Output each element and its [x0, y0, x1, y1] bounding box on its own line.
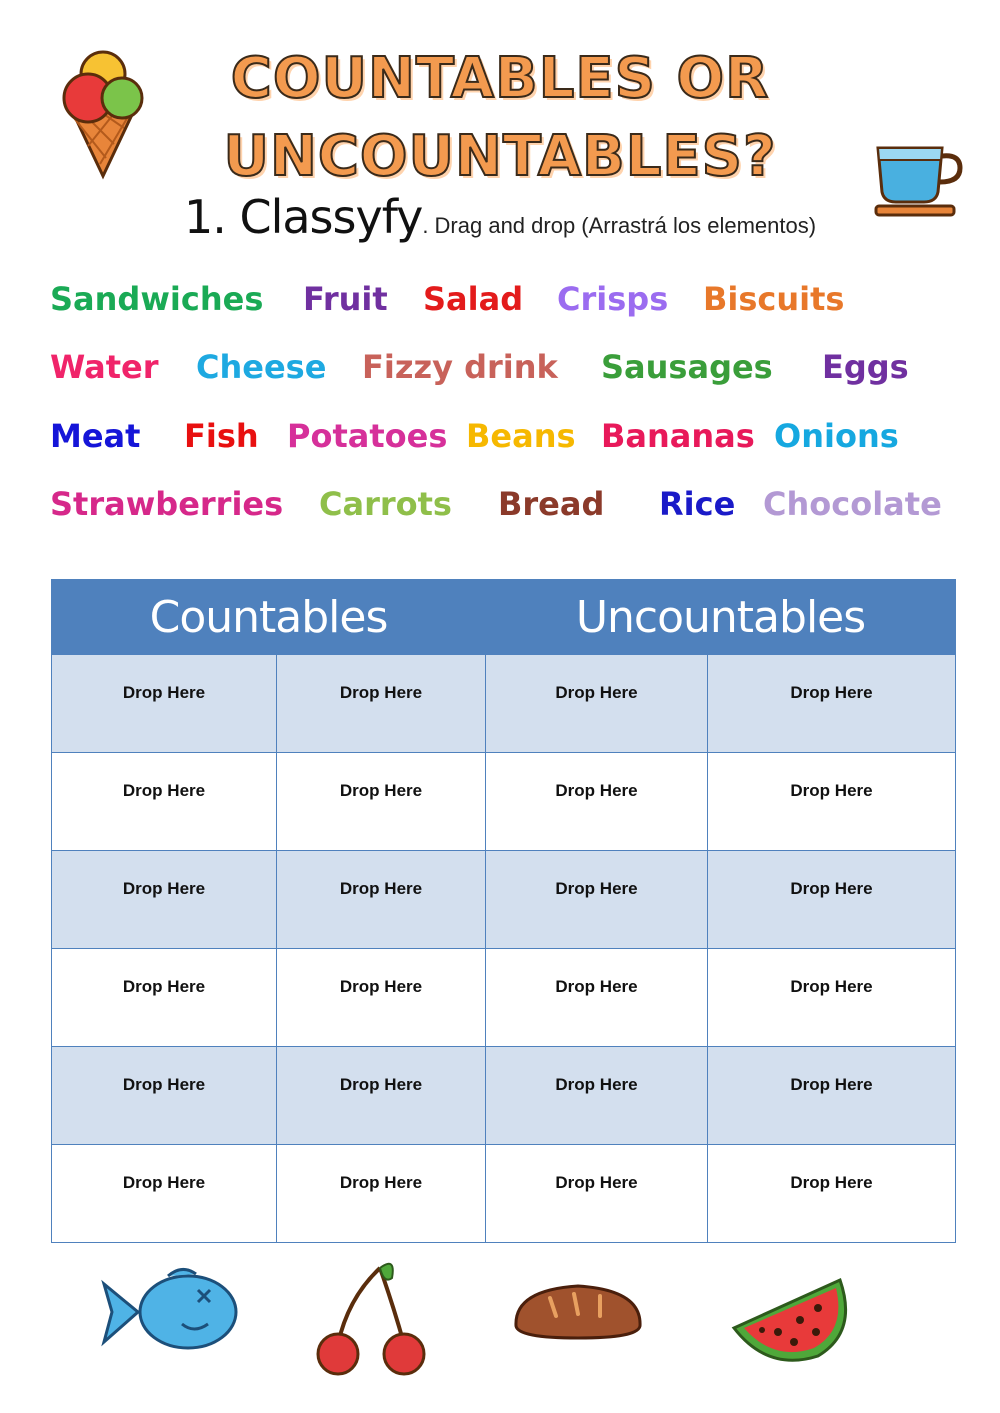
word-potatoes[interactable]: Potatoes: [287, 417, 448, 455]
drop-zone[interactable]: Drop Here: [486, 851, 708, 949]
drop-zone[interactable]: Drop Here: [277, 851, 486, 949]
word-fish[interactable]: Fish: [184, 417, 259, 455]
word-rice[interactable]: Rice: [659, 485, 736, 523]
table-row: [52, 1047, 956, 1145]
word-bread[interactable]: Bread: [498, 485, 605, 523]
header-uncountables: Uncountables: [486, 580, 956, 655]
table-header-row: [52, 580, 956, 655]
drop-zone[interactable]: Drop Here: [708, 949, 956, 1047]
drop-zone[interactable]: Drop Here: [708, 1145, 956, 1243]
drop-zone[interactable]: Drop Here: [277, 1047, 486, 1145]
table-row: [52, 851, 956, 949]
word-carrots[interactable]: Carrots: [319, 485, 452, 523]
word-eggs[interactable]: Eggs: [822, 348, 909, 386]
bread-icon: [510, 1276, 646, 1344]
table-row: [52, 753, 956, 851]
word-sandwiches[interactable]: Sandwiches: [50, 280, 264, 318]
word-fruit[interactable]: Fruit: [303, 280, 388, 318]
drop-zone[interactable]: Drop Here: [277, 1145, 486, 1243]
word-onions[interactable]: Onions: [774, 417, 899, 455]
word-beans[interactable]: Beans: [466, 417, 576, 455]
table-row: [52, 1145, 956, 1243]
drop-zone[interactable]: Drop Here: [52, 1047, 277, 1145]
word-sausages[interactable]: Sausages: [601, 348, 773, 386]
title-line-2: UNCOUNTABLES?: [223, 124, 777, 189]
word-meat[interactable]: Meat: [50, 417, 141, 455]
cherries-icon: [308, 1258, 432, 1378]
watermelon-icon: [728, 1272, 856, 1372]
fish-icon: [98, 1262, 240, 1362]
word-bananas[interactable]: Bananas: [601, 417, 755, 455]
word-biscuits[interactable]: Biscuits: [703, 280, 845, 318]
drop-zone[interactable]: Drop Here: [708, 753, 956, 851]
word-chocolate[interactable]: Chocolate: [763, 485, 942, 523]
table-row: [52, 655, 956, 753]
drop-zone[interactable]: Drop Here: [486, 1047, 708, 1145]
word-strawberries[interactable]: Strawberries: [50, 485, 284, 523]
drop-zone[interactable]: Drop Here: [486, 753, 708, 851]
word-water[interactable]: Water: [50, 348, 159, 386]
word-cheese[interactable]: Cheese: [196, 348, 327, 386]
drop-zone[interactable]: Drop Here: [708, 851, 956, 949]
word-crisps[interactable]: Crisps: [557, 280, 669, 318]
drop-zone[interactable]: Drop Here: [708, 1047, 956, 1145]
instruction-number: 1. Classyfy: [183, 190, 423, 244]
drop-zone[interactable]: Drop Here: [486, 1145, 708, 1243]
drop-zone[interactable]: Drop Here: [486, 949, 708, 1047]
drop-zone[interactable]: Drop Here: [486, 655, 708, 753]
classification-table: [51, 579, 956, 1243]
header-countables: Countables: [52, 580, 486, 655]
drop-zone[interactable]: Drop Here: [708, 655, 956, 753]
drop-zone[interactable]: Drop Here: [277, 753, 486, 851]
drop-zone[interactable]: Drop Here: [52, 1145, 277, 1243]
instruction: [0, 190, 1000, 244]
drop-zone[interactable]: Drop Here: [52, 753, 277, 851]
drop-zone[interactable]: Drop Here: [52, 851, 277, 949]
drop-zone[interactable]: Drop Here: [277, 655, 486, 753]
drop-zone[interactable]: Drop Here: [52, 655, 277, 753]
word-salad[interactable]: Salad: [423, 280, 524, 318]
drop-zone[interactable]: Drop Here: [277, 949, 486, 1047]
word-fizzy-drink[interactable]: Fizzy drink: [362, 348, 558, 386]
table-row: [52, 949, 956, 1047]
title-line-1: COUNTABLES OR: [230, 46, 770, 111]
drop-zone[interactable]: Drop Here: [52, 949, 277, 1047]
instruction-text: . Drag and drop (Arrastrá los elementos): [422, 213, 817, 238]
